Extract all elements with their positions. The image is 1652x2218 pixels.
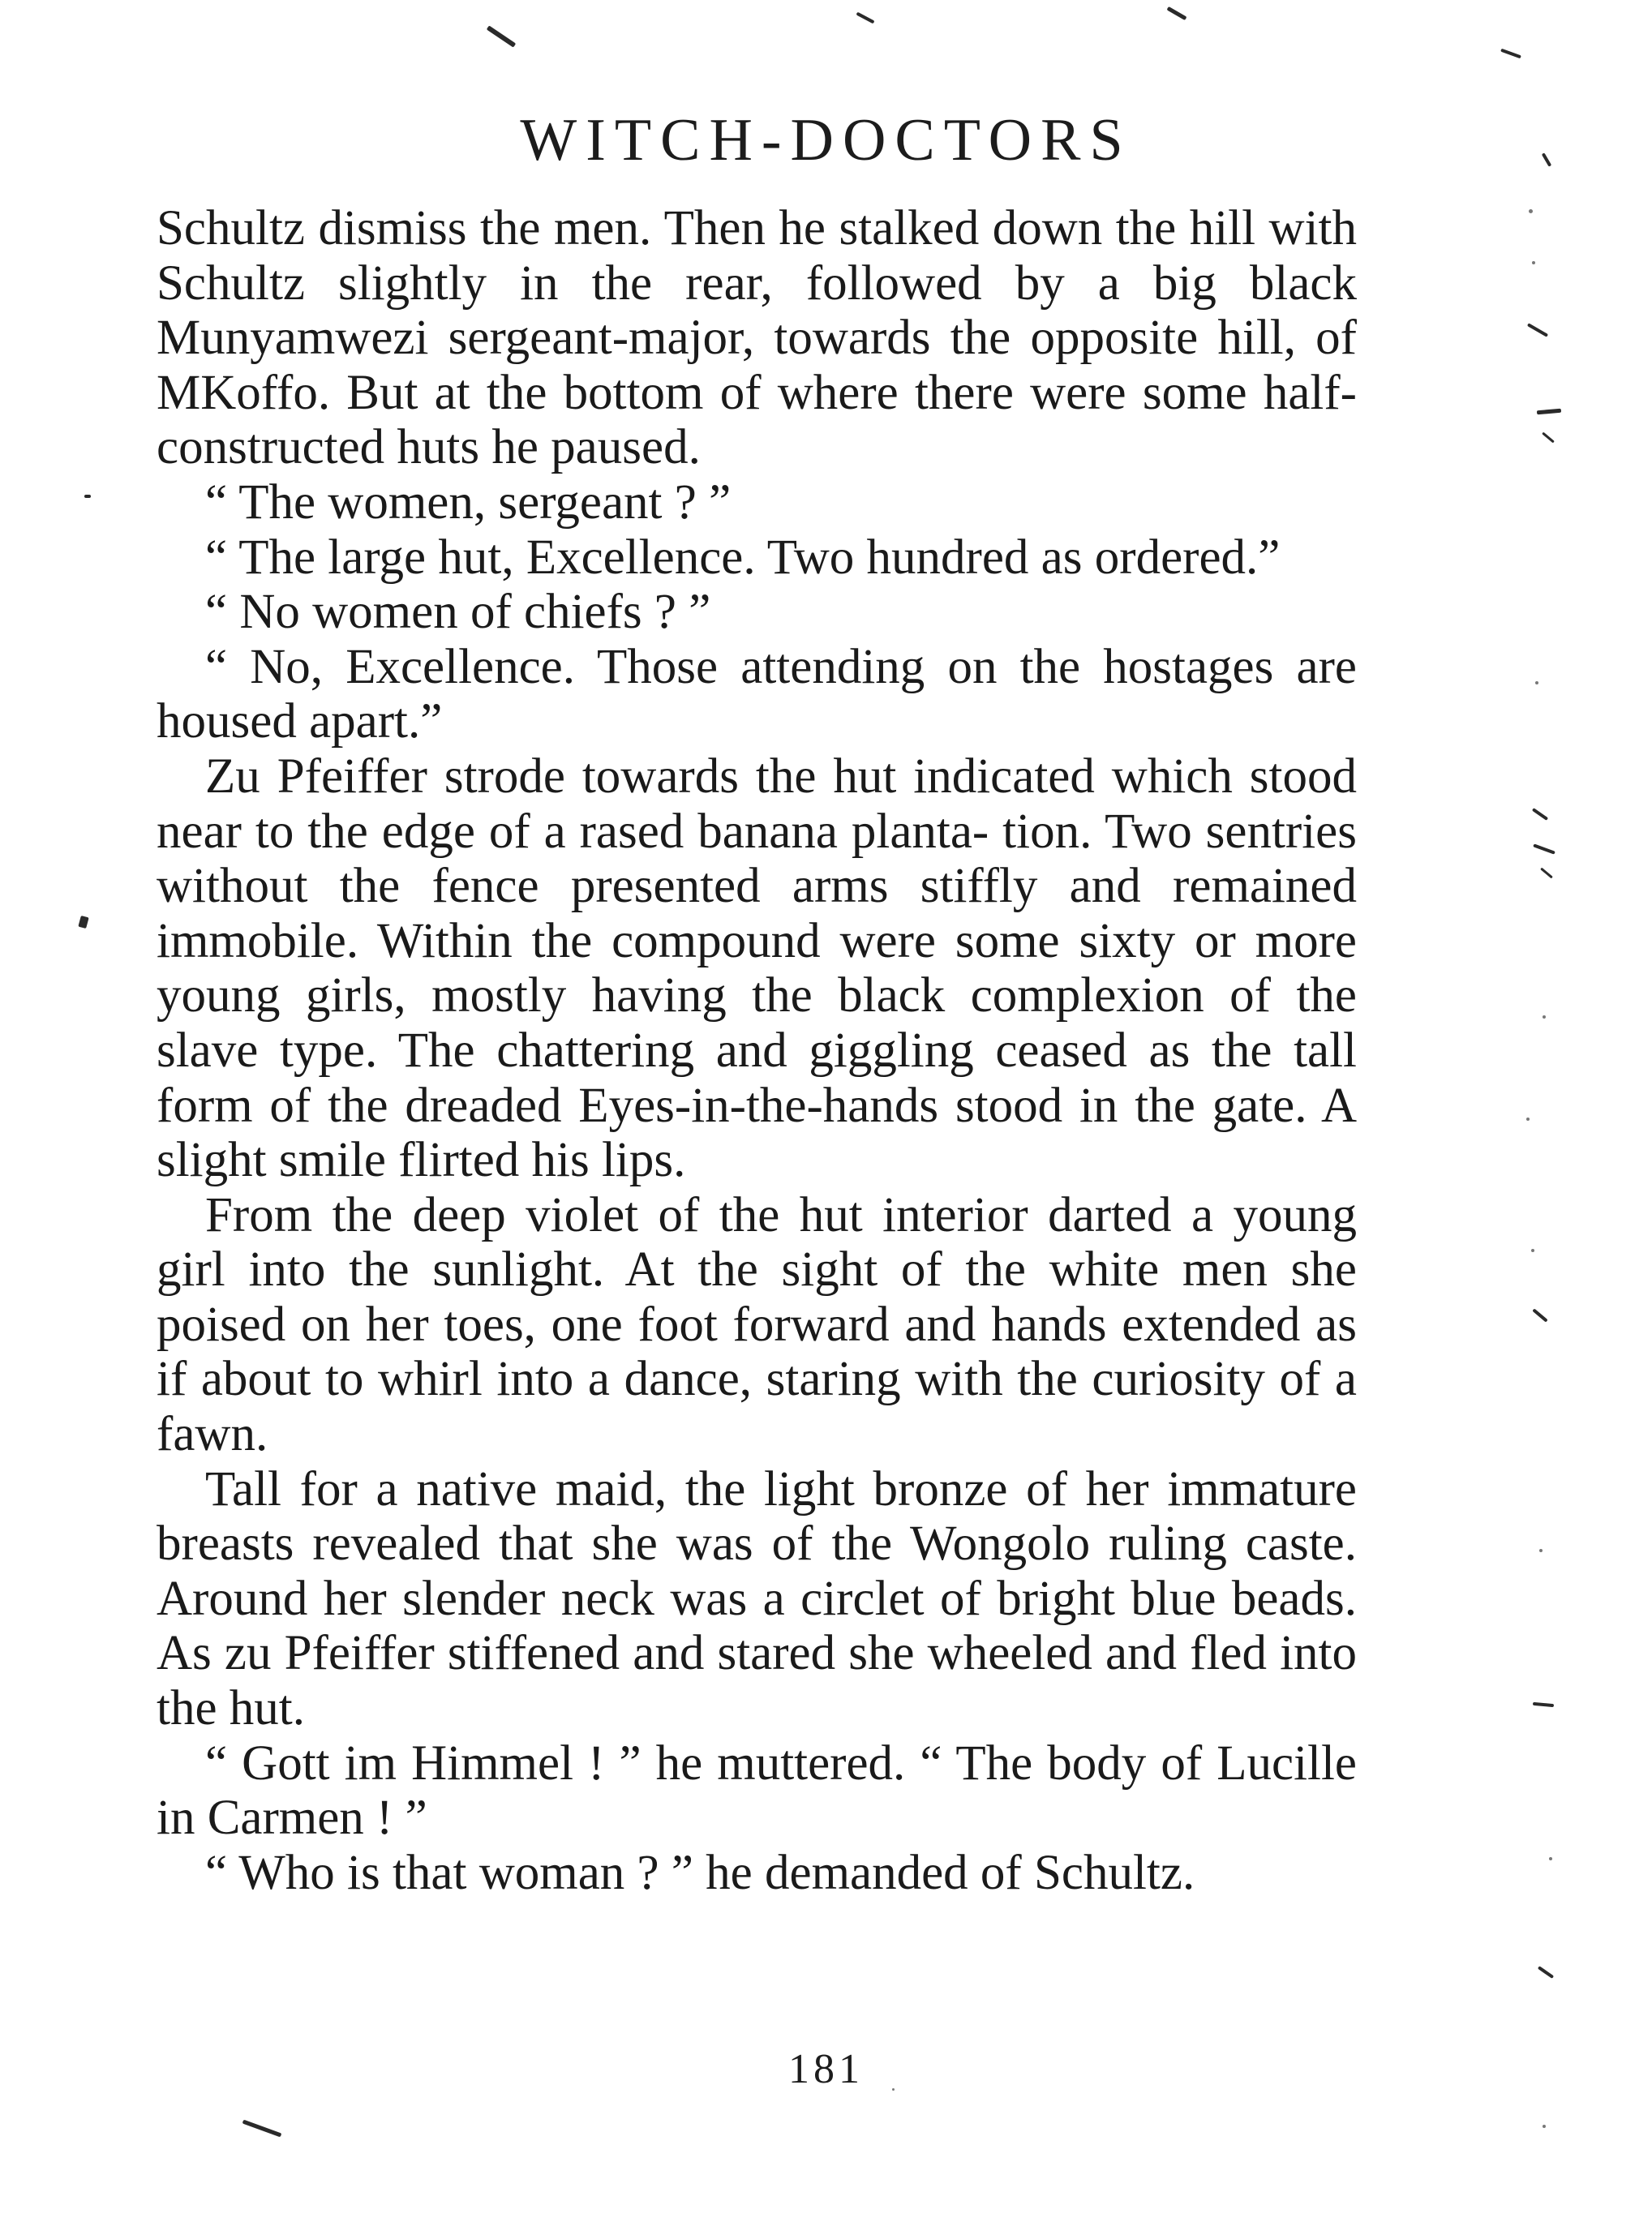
scan-speck (1526, 1118, 1530, 1121)
paragraph: “ No women of chiefs ? ” (205, 585, 711, 640)
paragraph: Tall for a native maid, the light bronze of her immature breasts revealed that she was of the Wongolo ruling caste. Around her slender neck was a circlet of bright blue beads. As zu Pfeiffer stiffened and stared she wheeled and fled into the hut. (157, 1461, 1357, 1736)
scan-mark (1500, 49, 1521, 59)
scan-mark (1533, 1702, 1554, 1707)
scan-mark (1166, 6, 1186, 20)
paragraph: “ Gott im Himmel ! ” he muttered. “ The body of Lucille in Carmen ! ” (157, 1735, 1357, 1846)
scan-mark (1532, 808, 1548, 821)
paragraph: From the deep violet of the hut interior darted a young girl into the sunlight. At the sight of the white men she poised on her toes, one foot forward and hands extended as if about to whirl into a dance, staring with the curiosity of a fawn. (157, 1187, 1357, 1462)
scan-speck (1531, 1249, 1534, 1252)
body-text (157, 201, 1357, 1900)
scan-mark (1538, 1966, 1554, 1979)
scan-speck (1535, 681, 1538, 684)
page-number: 181 (788, 2046, 864, 2092)
scan-mark (242, 2120, 282, 2138)
scan-mark (1540, 868, 1553, 879)
scan-speck (1543, 1015, 1546, 1019)
scan-mark (487, 25, 517, 47)
scan-mark (84, 495, 91, 498)
paragraph: “ Who is that woman ? ” he demanded of Schultz. (205, 1845, 1195, 1900)
scan-speck (1532, 261, 1535, 264)
paragraph: Schultz dismiss the men. Then he stalked down the hill with Schultz slightly in the rear, followed by a big black Munyamwezi sergeant-major, towards the opposite hill, of MKoffo. But at the bottom of where there were some half-constructed huts he paused. (157, 201, 1357, 475)
scan-mark (1527, 323, 1548, 337)
scan-speck (1539, 1549, 1543, 1552)
paragraph: “ The large hut, Excellence. Two hundred as ordered.” (205, 530, 1281, 585)
scan-mark (1532, 1308, 1547, 1322)
scan-speck (1549, 1857, 1552, 1860)
paragraph: “ No, Excellence. Those attending on the hostages are housed apart.” (157, 639, 1357, 749)
scan-mark (1533, 843, 1555, 854)
scan-mark (856, 12, 874, 24)
scan-mark (1537, 409, 1561, 415)
paragraph: “ The women, sergeant ? ” (205, 474, 732, 530)
scan-mark (78, 916, 88, 929)
scan-mark (1542, 432, 1555, 444)
scan-speck (1529, 209, 1533, 213)
running-head: WITCH-DOCTORS (520, 107, 1132, 174)
paragraph: Zu Pfeiffer strode towards the hut indicated which stood near to the edge of a rased banana planta- tion. Two sentries without the fence presented arms stiffly and remained immobile. Within the compound were some sixty or more young girls, mostly having the black complexion of the slave type. The chattering and giggling ceased as the tall form of the dreaded Eyes-in-the-hands stood in the gate. A slight smile flirted his lips. (157, 749, 1357, 1188)
scan-speck (1543, 2125, 1546, 2128)
